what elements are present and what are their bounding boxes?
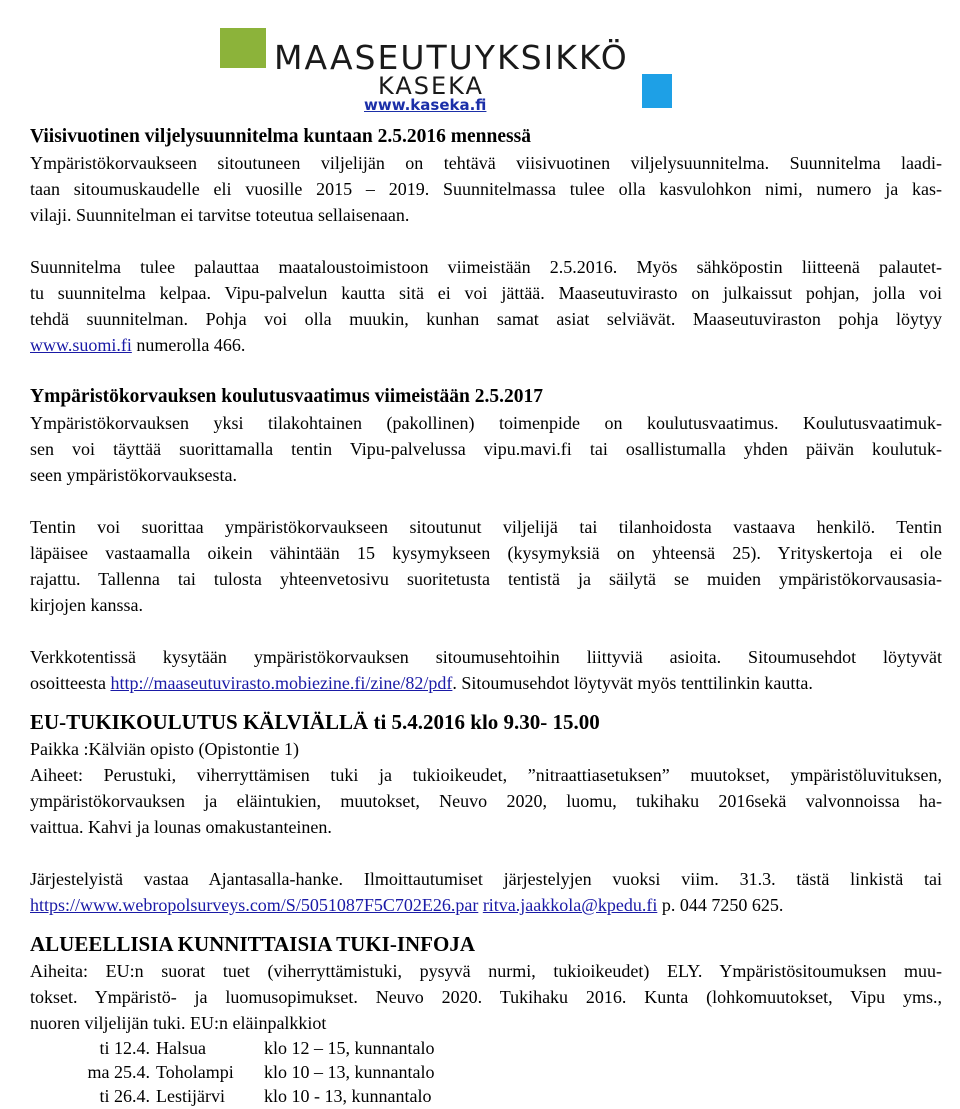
text-line bbox=[30, 670, 942, 696]
schedule-time: klo 10 - 13, kunnantalo bbox=[264, 1086, 432, 1106]
section-heading-tuki-infot: ALUEELLISIA KUNNITTAISIA TUKI-INFOJA bbox=[30, 932, 476, 956]
kaseka-logo bbox=[220, 28, 700, 112]
logo-blue-square bbox=[642, 74, 672, 108]
logo-green-square bbox=[220, 28, 266, 68]
paragraph bbox=[30, 514, 942, 618]
text-line: ympäristökorvauksen ja eläintukien, muutokset, Neuvo 2020, luomu, tukihaku 2016sekä valvonnoissa ha- bbox=[30, 791, 942, 811]
schedule-time: klo 10 – 13, kunnantalo bbox=[264, 1062, 435, 1082]
text-line bbox=[30, 332, 942, 358]
text-line: Aiheita: EU:n suorat tuet (viherryttämistuki, pysyvä nurmi, tukioikeudet) ELY. Ympäristösitoumuksen muu- bbox=[30, 961, 942, 981]
text-line: nuoren viljelijän tuki. EU:n eläinpalkkiot bbox=[30, 1013, 327, 1033]
text-line: taan sitoumuskaudelle eli vuosille 2015 – 2019. Suunnitelmassa tulee olla kasvulohkon nimi, numero ja kas- bbox=[30, 179, 942, 199]
text-line: Verkkotentissä kysytään ympäristökorvauksen sitoumusehtoihin liittyviä asioita. Sitoumusehdot löytyvät bbox=[30, 647, 942, 667]
logo-url-link[interactable]: www.kaseka.fi bbox=[364, 96, 487, 114]
event-place: Paikka :Kälviän opisto (Opistontie 1) bbox=[30, 739, 299, 759]
suomi-fi-link[interactable]: www.suomi.fi bbox=[30, 335, 132, 355]
table-row bbox=[30, 1036, 434, 1060]
link-trailing-text: numerolla 466. bbox=[131, 335, 246, 355]
info-schedule-table bbox=[30, 1036, 434, 1108]
text-line: Ympäristökorvaukseen sitoutuneen viljelijän on tehtävä viisivuotinen viljelysuunnitelma. Suunnitelma laadi- bbox=[30, 153, 942, 173]
section-heading-viljelysuunnitelma: Viisivuotinen viljelysuunnitelma kuntaan 2.5.2016 mennessä bbox=[30, 126, 531, 147]
text-line: tu suunnitelma kelpaa. Vipu-palvelun kautta sitä ei voi jättää. Maaseutuvirasto on julkaissut pohjan, jolla voi bbox=[30, 283, 942, 303]
text-line: Ympäristökorvauksen yksi tilakohtainen (pakollinen) toimenpide on koulutusvaatimus. Koulutusvaatimuk- bbox=[30, 413, 942, 433]
text-line: vilaji. Suunnitelman ei tarvitse toteutua sellaisenaan. bbox=[30, 205, 410, 225]
logo-subtitle: KASEKA bbox=[378, 72, 484, 100]
text-after-link: . Sitoumusehdot löytyvät myös tenttilinkin kautta. bbox=[452, 673, 813, 693]
text-line: tokset. Ympäristö- ja luomusopimukset. Neuvo 2020. Tukihaku 2016. Kunta (lohkomuutokset, Vipu yms., bbox=[30, 987, 942, 1007]
text-line: kirjojen kanssa. bbox=[30, 595, 143, 615]
text-line bbox=[30, 892, 942, 918]
schedule-day: ti 12.4. bbox=[99, 1038, 150, 1058]
text-line: Aiheet: Perustuki, viherryttämisen tuki ja tukioikeudet, ”nitraattiasetuksen” muutokset, ympäristöluvituksen, bbox=[30, 765, 942, 785]
text-line: Tentin voi suorittaa ympäristökorvaukseen sitoutunut viljelijä tai tilanhoidosta vastaava henkilö. Tentin bbox=[30, 517, 942, 537]
text-line: Suunnitelma tulee palauttaa maataloustoimistoon viimeistään 2.5.2016. Myös sähköpostin liitteenä palautet- bbox=[30, 257, 942, 277]
text-line: Järjestelyistä vastaa Ajantasalla-hanke. Ilmoittautumiset järjestelyjen vuoksi viim. 31.3. tästä linkistä tai bbox=[30, 869, 942, 889]
webropol-registration-link[interactable]: https://www.webropolsurveys.com/S/5051087F5C702E26.par bbox=[30, 895, 479, 915]
text-line: vaittua. Kahvi ja lounas omakustanteinen. bbox=[30, 817, 332, 837]
section-heading-eu-tukikoulutus: EU-TUKIKOULUTUS KÄLVIÄLLÄ ti 5.4.2016 klo 9.30- 15.00 bbox=[30, 710, 600, 734]
paragraph bbox=[30, 958, 942, 1036]
paragraph bbox=[30, 736, 942, 840]
text-line: sen voi täyttää suorittamalla tentin Vipu-palvelussa vipu.mavi.fi tai osallistumalla yhden päivän koulutuk- bbox=[30, 439, 942, 459]
paragraph bbox=[30, 866, 942, 918]
schedule-place: Toholampi bbox=[156, 1062, 234, 1082]
paragraph bbox=[30, 410, 942, 488]
text-before-link: osoitteesta bbox=[30, 673, 111, 693]
schedule-day: ti 26.4. bbox=[99, 1086, 150, 1106]
text-line: läpäisee vastaamalla oikein vähintään 15 kysymykseen (kysymyksiä on yhteensä 25). Yrityskertoja ei ole bbox=[30, 543, 942, 563]
paragraph bbox=[30, 644, 942, 696]
text-line: seen ympäristökorvauksesta. bbox=[30, 465, 237, 485]
email-link[interactable]: ritva.jaakkola@kpedu.fi bbox=[482, 895, 658, 915]
table-row bbox=[30, 1084, 434, 1108]
paragraph bbox=[30, 150, 942, 228]
document-content bbox=[30, 124, 942, 1108]
logo-title: MAASEUTUYKSIKKÖ bbox=[274, 38, 629, 77]
text-line: rajattu. Tallenna tai tulosta yhteenvetosivu suoritetusta tentistä ja säilytä se muiden ympäristökorvausasia- bbox=[30, 569, 942, 589]
schedule-place: Lestijärvi bbox=[156, 1086, 225, 1106]
schedule-day: ma 25.4. bbox=[87, 1062, 150, 1082]
schedule-place: Halsua bbox=[156, 1038, 206, 1058]
text-line: tehdä suunnitelman. Pohja voi olla muukin, kunhan samat asiat selviävät. Maaseutuviraston pohja löytyy bbox=[30, 309, 942, 329]
table-row bbox=[30, 1060, 434, 1084]
sitoumusehdot-link[interactable]: http://maaseutuvirasto.mobiezine.fi/zine/82/pdf bbox=[110, 673, 453, 693]
section-heading-koulutusvaatimus: Ympäristökorvauksen koulutusvaatimus viimeistään 2.5.2017 bbox=[30, 386, 544, 407]
schedule-time: klo 12 – 15, kunnantalo bbox=[264, 1038, 435, 1058]
phone-number: p. 044 7250 625. bbox=[657, 895, 784, 915]
paragraph bbox=[30, 254, 942, 358]
